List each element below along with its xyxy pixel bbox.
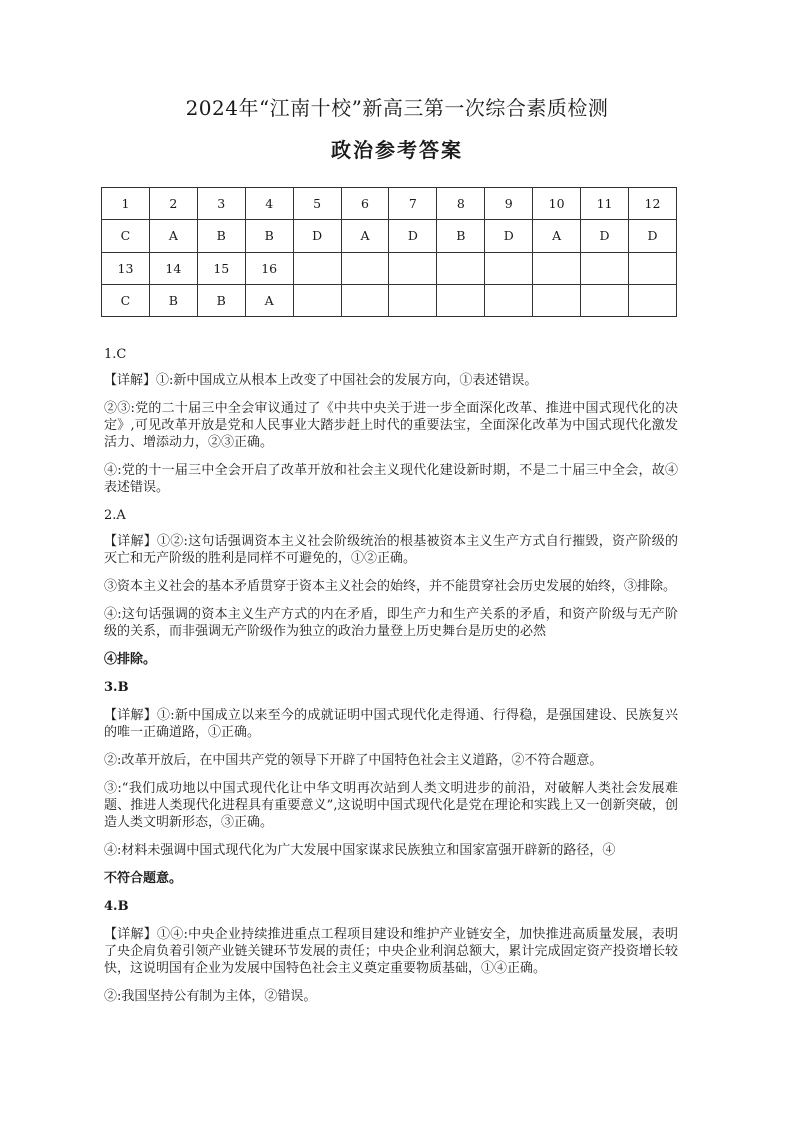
answer-table-cell: 9 <box>485 188 533 220</box>
explanation-paragraph: ③资本主义社会的基本矛盾贯穿于资本主义社会的始终，并不能贯穿社会历史发展的始终，③排除。 <box>104 579 677 594</box>
answer-table-cell <box>628 284 676 316</box>
answer-table-cell: 13 <box>102 252 150 284</box>
answer-table-cell: B <box>437 220 485 252</box>
explanation-paragraph: 【详解】①:新中国成立从根本上改变了中国社会的发展方向，①表述错误。 <box>104 373 538 388</box>
document-title: 2024年“江南十校”新高三第一次综合素质检测 <box>185 96 609 120</box>
answer-table-cell: D <box>628 220 676 252</box>
explanation-paragraph: 【详解】①②:这句话强调资本主义社会阶级统治的根基被资本主义生产方式自行摧毁，资产阶级的灭亡和无产阶级的胜利是同样不可避免的，①②正确。 <box>104 534 678 566</box>
answer-table-cell: B <box>197 284 245 316</box>
explanation-paragraph: ②:我国坚持公有制为主体，②错误。 <box>104 989 317 1004</box>
answer-table-cell: 8 <box>437 188 485 220</box>
answer-table-cell <box>628 252 676 284</box>
explanation-paragraph: 【详解】①④:中央企业持续推进重点工程项目建设和维护产业链安全，加快推进高质量发展，表明了央企肩负着引领产业链关键环节发展的责任；中央企业利润总额大，累计完成固定资产投资增长较快，这说明国有企业为发展中国特色社会主义奠定重要物质基础，①④正确。 <box>104 927 678 976</box>
answer-table-cell: 11 <box>581 188 629 220</box>
answer-table-cell <box>485 284 533 316</box>
answer-table-cell <box>581 284 629 316</box>
answer-table-cell: D <box>389 220 437 252</box>
answer-table-cell: 2 <box>149 188 197 220</box>
answer-table-row <box>102 284 677 316</box>
document-subtitle: 政治参考答案 <box>331 138 463 162</box>
answer-table-cell: D <box>485 220 533 252</box>
answer-table-row <box>102 220 677 252</box>
answer-table-cell: C <box>102 284 150 316</box>
answer-table-cell <box>293 284 341 316</box>
answer-table-cell: D <box>581 220 629 252</box>
answer-table-cell <box>533 284 581 316</box>
answer-table-cell: A <box>149 220 197 252</box>
answer-table-cell: B <box>245 220 293 252</box>
answer-table-cell <box>581 252 629 284</box>
answer-table-cell <box>293 252 341 284</box>
answer-table-cell: A <box>341 220 389 252</box>
answer-table-cell <box>389 252 437 284</box>
answer-table-cell: A <box>533 220 581 252</box>
explanation-paragraph: 【详解】①:新中国成立以来至今的成就证明中国式现代化走得通、行得稳，是强国建设、民族复兴的唯一正确道路，①正确。 <box>104 708 678 740</box>
answer-table-cell: A <box>245 284 293 316</box>
answer-table-cell <box>341 252 389 284</box>
explanation-paragraph: ④:党的十一届三中全会开启了改革开放和社会主义现代化建设新时期，不是二十届三中全会，故④表述错误。 <box>104 463 678 495</box>
answer-table-cell: 10 <box>533 188 581 220</box>
answer-table-cell: 5 <box>293 188 341 220</box>
explanation-paragraph: ③:“我们成功地以中国式现代化让中华文明再次站到人类文明进步的前沿，对破解人类社会发展难题、推进人类现代化进程具有重要意义”,这说明中国式现代化是党在理论和实践上又一创新突破，创造人类文明新形态，③正确。 <box>104 781 678 830</box>
answer-table-cell <box>437 284 485 316</box>
answer-table-row <box>102 252 677 284</box>
answer-table-cell <box>533 252 581 284</box>
answer-table-cell: 14 <box>149 252 197 284</box>
question-number: 1.C <box>104 347 127 362</box>
answer-table-cell: 12 <box>628 188 676 220</box>
answer-table-cell: 3 <box>197 188 245 220</box>
answer-table-cell: D <box>293 220 341 252</box>
explanation-paragraph: ④:这句话强调的资本主义生产方式的内在矛盾，即生产力和生产关系的矛盾，和资产阶级与无产阶级的关系，而非强调无产阶级作为独立的政治力量登上历史舞台是历史的必然 <box>104 607 678 639</box>
explanation-paragraph: ④:材料未强调中国式现代化为广大发展中国家谋求民族独立和国家富强开辟新的路径，④ <box>104 843 616 858</box>
answer-table-cell: 6 <box>341 188 389 220</box>
answer-table-cell: B <box>197 220 245 252</box>
answer-table-cell: 7 <box>389 188 437 220</box>
answer-table-cell <box>437 252 485 284</box>
answer-table <box>101 187 677 317</box>
explanation-paragraph: ②:改革开放后，在中国共产党的领导下开辟了中国特色社会主义道路，②不符合题意。 <box>104 753 603 768</box>
explanation-paragraph: ②③:党的二十届三中全会审议通过了《中共中央关于进一步全面深化改革、推进中国式现代化的决定》,可见改革开放是党和人民事业大踏步赶上时代的重要法宝，全面深化改革为中国式现代化激发活力、增添动力，②③正确。 <box>104 401 678 450</box>
answer-table-cell: 4 <box>245 188 293 220</box>
answer-table-cell: 15 <box>197 252 245 284</box>
answer-table-row <box>102 188 677 220</box>
explanation-paragraph: 4.B <box>104 899 129 914</box>
answer-table-cell: 16 <box>245 252 293 284</box>
answer-table-cell <box>389 284 437 316</box>
answer-table-cell <box>485 252 533 284</box>
explanation-paragraph: ④排除。 <box>104 652 157 667</box>
answer-table-cell <box>341 284 389 316</box>
question-number: 2.A <box>104 508 126 523</box>
answer-table-cell: C <box>102 220 150 252</box>
answer-table-cell: 1 <box>102 188 150 220</box>
answer-table-cell: B <box>149 284 197 316</box>
explanation-paragraph: 3.B <box>104 680 129 695</box>
explanation-section <box>104 346 678 1016</box>
explanation-paragraph: 不符合题意。 <box>104 871 183 886</box>
